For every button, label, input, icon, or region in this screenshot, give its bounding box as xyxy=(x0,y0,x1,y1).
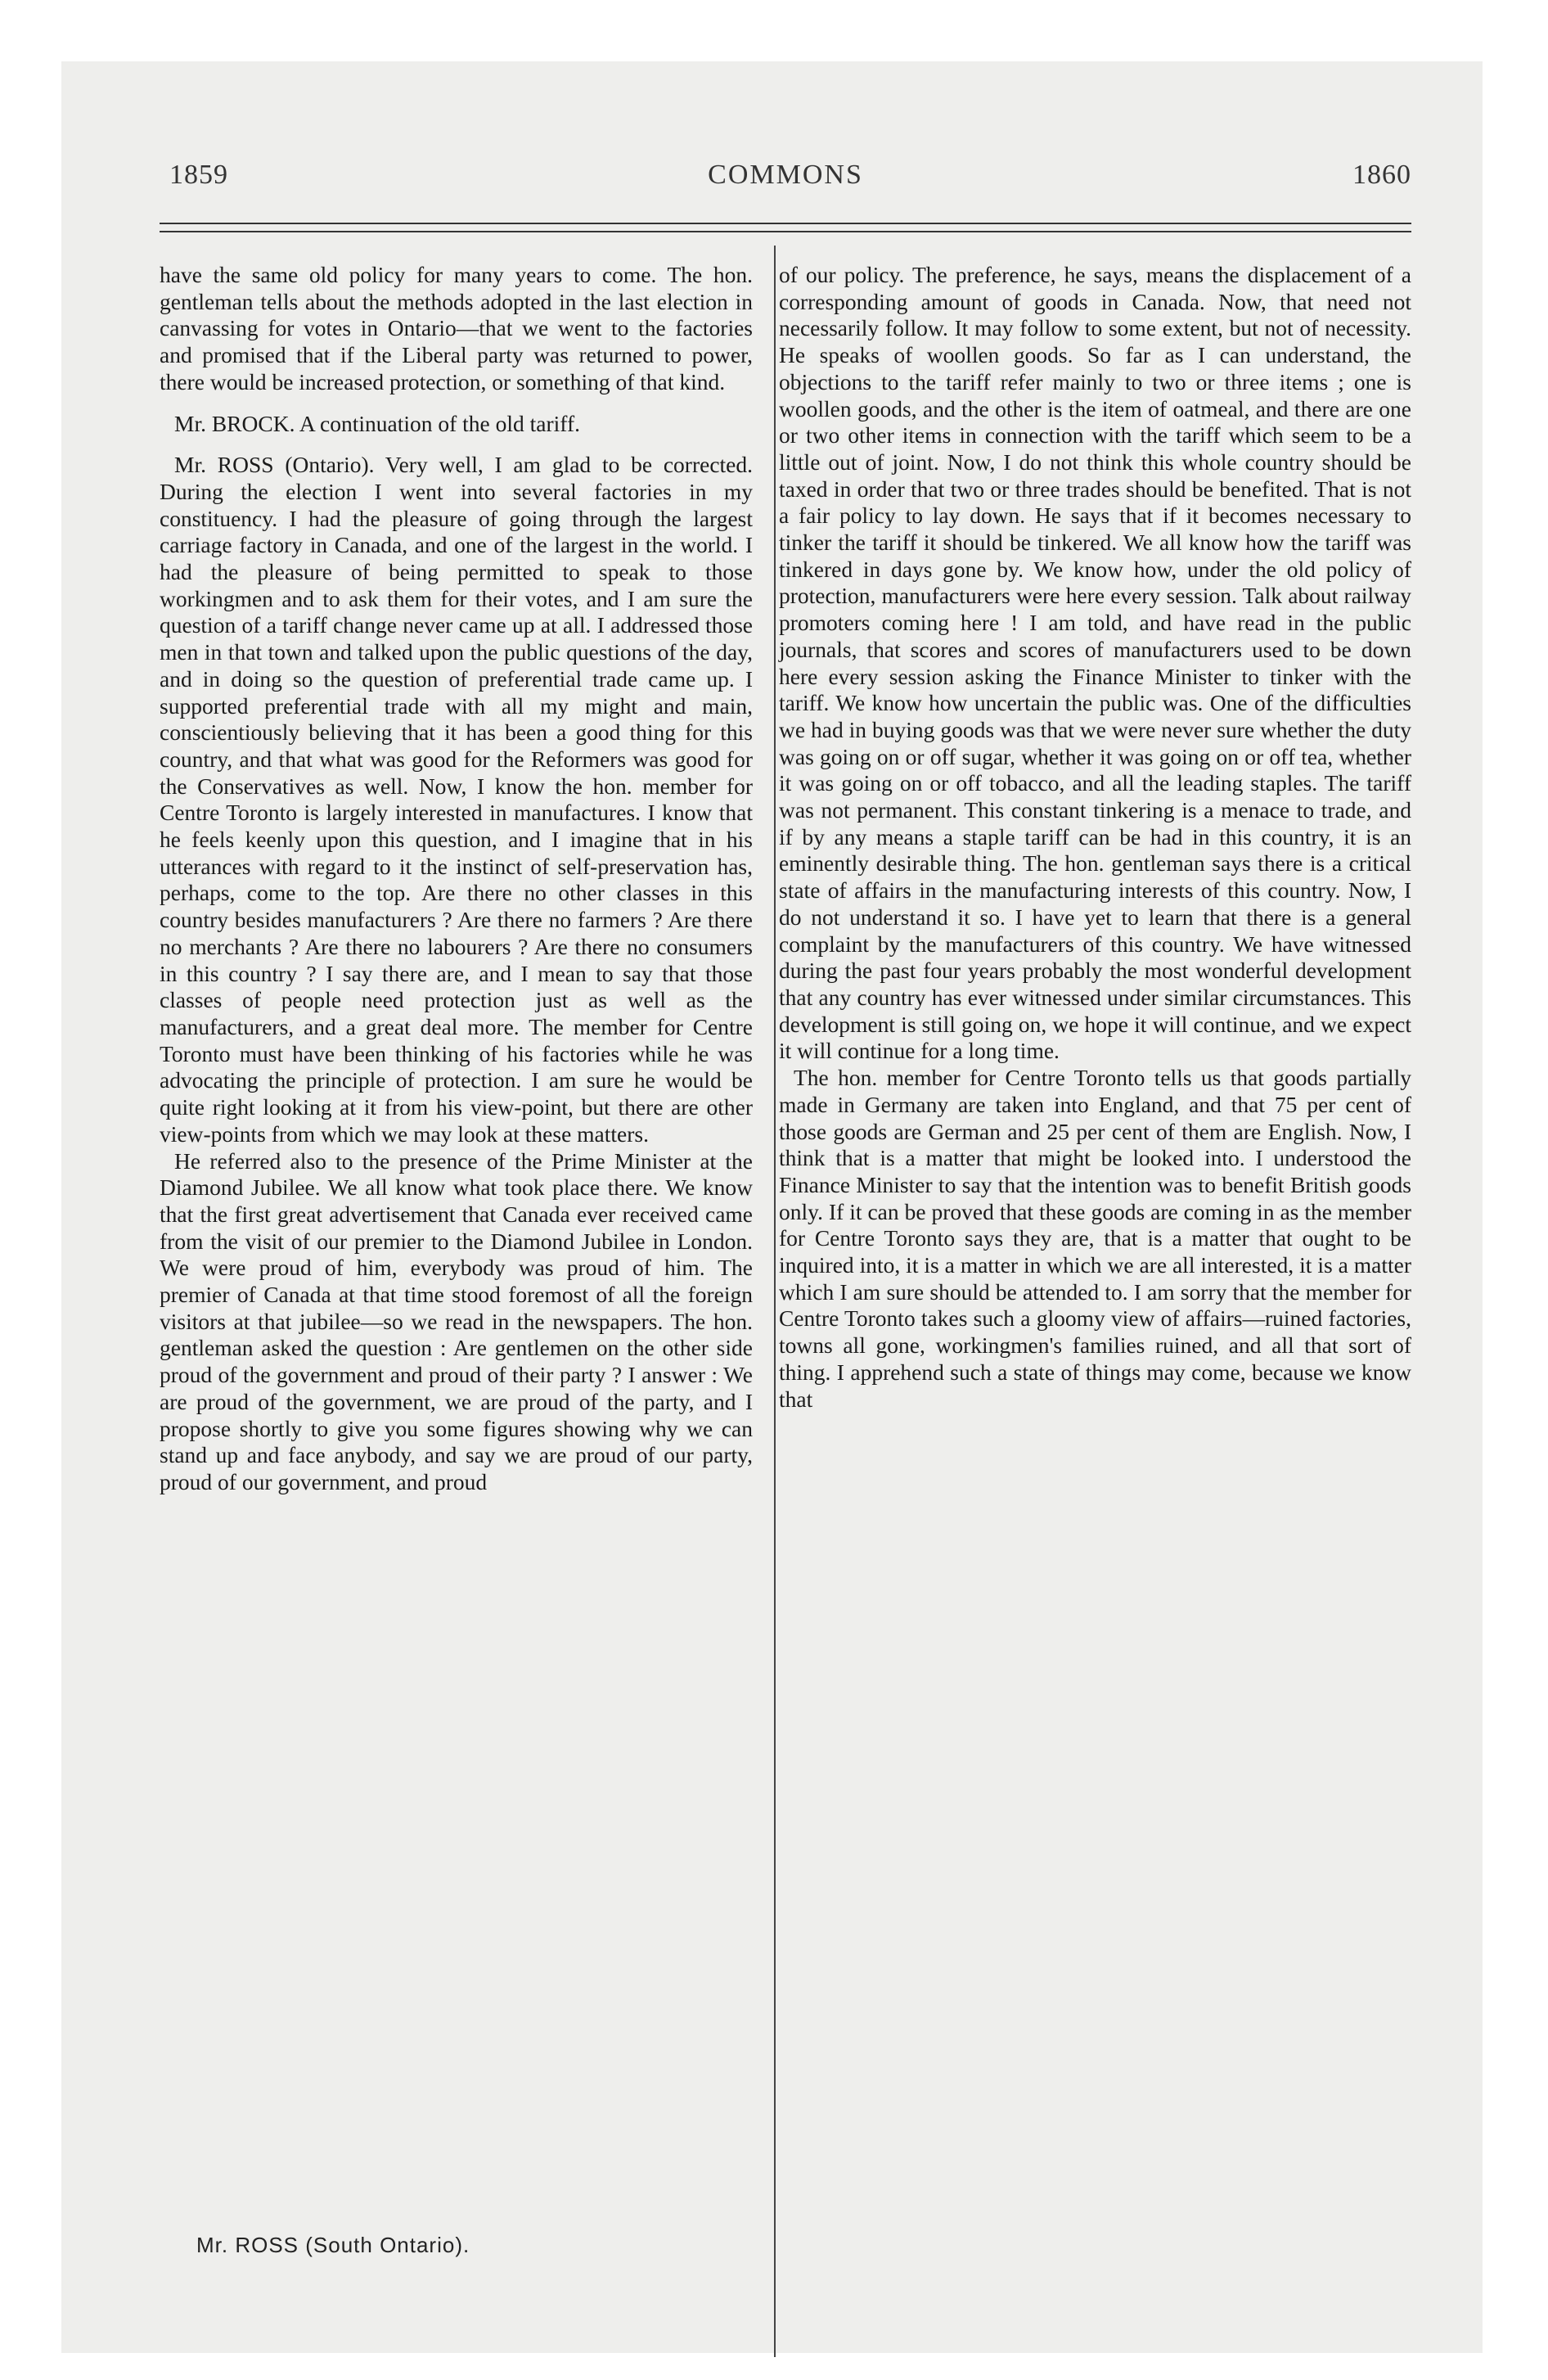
hansard-page xyxy=(160,0,1411,2380)
right-page-number: 1860 xyxy=(1352,160,1411,190)
column-divider xyxy=(774,246,776,2357)
footer-speaker-line: Mr. ROSS (South Ontario). xyxy=(196,2233,470,2257)
page-title: COMMONS xyxy=(708,160,863,190)
left-page-number: 1859 xyxy=(169,160,228,190)
paragraph: Mr. ROSS (Ontario). Very well, I am glad to be corrected. During the election I went into several factories in my constituency. I had the pleasure of going through the largest carriage factory in Canada, and one of the largest in the world. I had the pleasure of being permitted to speak to those workingmen and to ask them for their votes, and I am sure the question of a tariff change never came up at all. I addressed those men in that town and talked upon the public questions of the day, and in doing so the question of preferential trade came up. I supported preferential trade with all my might and main, conscientiously believing that it has been a good thing for this country, and that what was good for the Reformers was good for the Conservatives as well. Now, I know the hon. member for Centre Toronto is largely interested in manufactures. I know that he feels keenly upon this question, and I imagine that in his utterances with regard to it the instinct of self-preservation has, perhaps, come to the top. Are there no other classes in this country besides manufacturers ? Are there no farmers ? Are there no merchants ? Are there no labourers ? Are there no consumers in this country ? I say there are, and I mean to say that those classes of people need protection just as well as the manufacturers, and a great deal more. The member for Centre Toronto must have been thinking of his factories while he was advocating the principle of protection. I am sure he would be quite right looking at it from his view-point, but there are other view-points from which we may look at these matters. xyxy=(160,452,753,1147)
paragraph: He referred also to the presence of the Prime Minister at the Diamond Jubilee. We all know what took place there. We know that the first great advertisement that Canada ever received came from the visit of our premier to the Diamond Jubilee in London. We were proud of him, everybody was proud of him. The premier of Canada at that time stood foremost of all the foreign visitors at that jubilee—so we read in the newspapers. The hon. gentleman asked the question : Are gentlemen on the other side proud of the government and proud of their party ? I answer : We are proud of the government, we are proud of the party, and I propose shortly to give you some figures showing why we can stand up and face anybody, and say we are proud of our party, proud of our government, and proud xyxy=(160,1147,753,1494)
paragraph: Mr. BROCK. A continuation of the old tariff. xyxy=(174,410,580,436)
header-double-rule xyxy=(160,223,1411,232)
right-column xyxy=(779,262,1411,1413)
paragraph: have the same old policy for many years to come. The hon. gentleman tells about the methods adopted in the last election in canvassing for votes in Ontario—that we went to the factories and promised that if the Liberal party was returned to power, there would be increased protection, or something of that kind. xyxy=(160,262,753,394)
paragraph: The hon. member for Centre Toronto tells us that goods partially made in Germany are taken into England, and that 75 per cent of those goods are German and 25 per cent of them are English. Now, I think that is a matter that might be looked into. I understood the Finance Minister to say that the intention was to benefit British goods only. If it can be proved that these goods are coming in as the member for Centre Toronto says they are, that is a matter that ought to be inquired into, it is a matter in which we are all interested, it is a matter which I am sure should be attended to. I am sorry that the member for Centre Toronto takes such a gloomy view of affairs—ruined factories, towns all gone, workingmen's families ruined, and all that sort of thing. I apprehend such a state of things may come, because we know that xyxy=(779,1065,1411,1412)
left-column xyxy=(160,262,753,1496)
paragraph: of our policy. The preference, he says, means the displacement of a corresponding amount of goods in Canada. Now, that need not necessarily follow. It may follow to some extent, but not of necessity. He speaks of woollen goods. So far as I can understand, the objections to the tariff refer mainly to two or three items ; one is woollen goods, and the other is the item of oatmeal, and there are one or two other items in connection with the tariff which seem to be a little out of joint. Now, I do not think this whole country should be taxed in order that two or three trades should be benefited. That is not a fair policy to lay down. He says that if it becomes necessary to tinker the tariff it should be tinkered. We all know how the tariff was tinkered in days gone by. We know how, under the old policy of protection, manufacturers were here every session. Talk about railway promoters coming here ! I am told, and have read in the public journals, that scores and scores of manufacturers used to be down here every session asking the Finance Minister to tinker with the tariff. We know how uncertain the public was. One of the difficulties we had in buying goods was that we were never sure whether the duty was going on or off sugar, whether it was going on or off tea, whether it was going on or off tobacco, and all the leading staples. The tariff was not permanent. This constant tinkering is a menace to trade, and if by any means a staple tariff can be had in this country, it is an eminently desirable thing. The hon. gentleman says there is a critical state of affairs in the manufacturing interests of this country. Now, I do not understand it so. I have yet to learn that there is a general complaint by the manufacturers of this country. We have witnessed during the past four years probably the most wonderful development that any country has ever witnessed under similar circumstances. This development is still going on, we hope it will continue, and we expect it will continue for a long time. xyxy=(779,262,1411,1064)
